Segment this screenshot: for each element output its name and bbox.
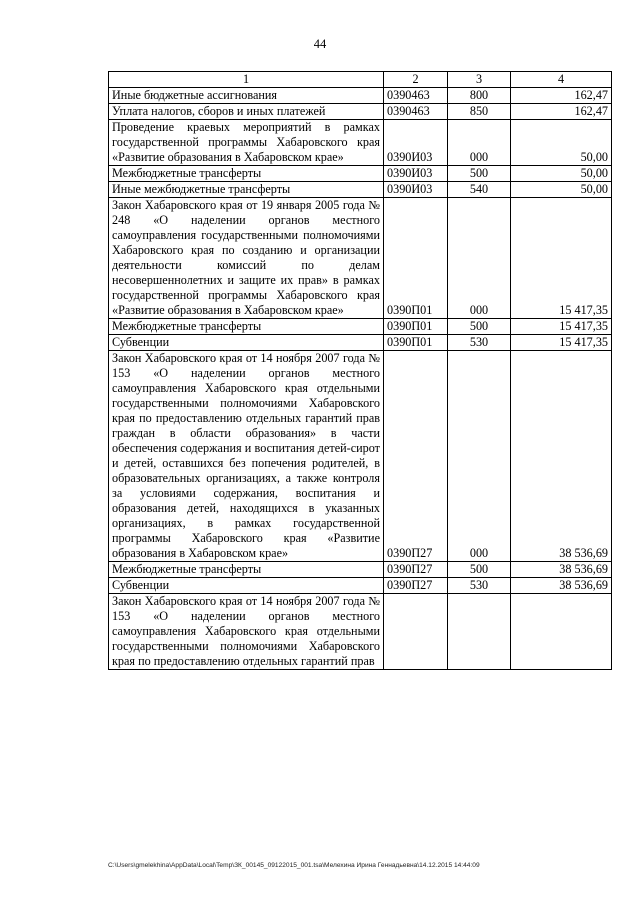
row-name: Иные бюджетные ассигнования: [109, 88, 384, 104]
row-amount: 50,00: [511, 120, 612, 166]
row-name: Межбюджетные трансферты: [109, 166, 384, 182]
row-code: 0390П01: [384, 319, 448, 335]
row-name: Межбюджетные трансферты: [109, 319, 384, 335]
row-name: Закон Хабаровского края от 19 января 2005 года № 248 «О наделении органов местного самоуправления государственными полномочиями Хабаровского края по созданию и организации деятельности комиссий по делам несовершеннолетних и защите их прав» в рамках государственной программы Хабаровского края «Развитие образования в Хабаровском крае»: [109, 198, 384, 319]
row-name: Закон Хабаровского края от 14 ноября 2007 года № 153 «О наделении органов местного самоуправления Хабаровского края отдельными государственными полномочиями Хабаровского края по предоставлению отдельных гарантий прав: [109, 594, 384, 670]
row-name: Субвенции: [109, 335, 384, 351]
row-amount: 50,00: [511, 166, 612, 182]
table-row: [109, 104, 612, 120]
table-row: [109, 198, 612, 319]
table-row: [109, 562, 612, 578]
budget-table: [108, 71, 612, 670]
row-amount: 38 536,69: [511, 562, 612, 578]
table-row: [109, 319, 612, 335]
row-code: 0390П01: [384, 335, 448, 351]
row-code: 0390463: [384, 88, 448, 104]
table-header: [109, 72, 612, 88]
table-row: [109, 594, 612, 670]
row-amount: 162,47: [511, 104, 612, 120]
document-footer-path: C:\Users\gmelekhina\AppData\Local\Temp\ЗК_00145_09122015_001.tsa\Мелехина Ирина Геннадьевна\14.12.2015 14:44:09: [108, 862, 480, 869]
row-name: Иные межбюджетные трансферты: [109, 182, 384, 198]
row-amount: 38 536,69: [511, 578, 612, 594]
row-expense-type: 800: [448, 88, 511, 104]
table-row: [109, 88, 612, 104]
table-row: [109, 182, 612, 198]
row-code: 0390И03: [384, 182, 448, 198]
row-expense-type: 000: [448, 198, 511, 319]
row-expense-type: 850: [448, 104, 511, 120]
row-amount: 15 417,35: [511, 319, 612, 335]
row-code: 0390П01: [384, 198, 448, 319]
column-header-1: 1: [109, 72, 384, 88]
row-name: Уплата налогов, сборов и иных платежей: [109, 104, 384, 120]
row-code: 0390П27: [384, 578, 448, 594]
row-expense-type: 500: [448, 166, 511, 182]
table-row: [109, 120, 612, 166]
row-name: Субвенции: [109, 578, 384, 594]
row-code: 0390П27: [384, 351, 448, 562]
row-expense-type: 500: [448, 319, 511, 335]
table-row: [109, 335, 612, 351]
row-expense-type: 540: [448, 182, 511, 198]
row-amount: [511, 594, 612, 670]
row-expense-type: 500: [448, 562, 511, 578]
row-amount: 38 536,69: [511, 351, 612, 562]
row-code: [384, 594, 448, 670]
column-header-3: 3: [448, 72, 511, 88]
row-name: Закон Хабаровского края от 14 ноября 2007 года № 153 «О наделении органов местного самоуправления Хабаровского края отдельными государственными полномочиями Хабаровского края по предоставлению отдельных гарантий прав граждан в области образования» в части обеспечения содержания и воспитания детей-сирот и детей, оставшихся без попечения родителей, в образовательных организациях, а также контроля за условиями содержания, воспитания и образования детей, находящихся в указанных организациях, в рамках государственной программы Хабаровского края «Развитие образования в Хабаровском крае»: [109, 351, 384, 562]
page-number: 44: [313, 37, 327, 51]
row-name: Межбюджетные трансферты: [109, 562, 384, 578]
row-expense-type: 530: [448, 578, 511, 594]
row-code: 0390И03: [384, 120, 448, 166]
row-expense-type: [448, 594, 511, 670]
header-row: [109, 72, 612, 88]
row-code: 0390П27: [384, 562, 448, 578]
row-amount: 15 417,35: [511, 335, 612, 351]
row-expense-type: 530: [448, 335, 511, 351]
row-expense-type: 000: [448, 351, 511, 562]
table-row: [109, 166, 612, 182]
table-row: [109, 351, 612, 562]
row-amount: 162,47: [511, 88, 612, 104]
row-amount: 15 417,35: [511, 198, 612, 319]
row-amount: 50,00: [511, 182, 612, 198]
column-header-4: 4: [511, 72, 612, 88]
column-header-2: 2: [384, 72, 448, 88]
row-expense-type: 000: [448, 120, 511, 166]
table-row: [109, 578, 612, 594]
row-name: Проведение краевых мероприятий в рамках государственной программы Хабаровского края «Развитие образования в Хабаровском крае»: [109, 120, 384, 166]
table-body: [109, 88, 612, 670]
row-code: 0390463: [384, 104, 448, 120]
row-code: 0390И03: [384, 166, 448, 182]
